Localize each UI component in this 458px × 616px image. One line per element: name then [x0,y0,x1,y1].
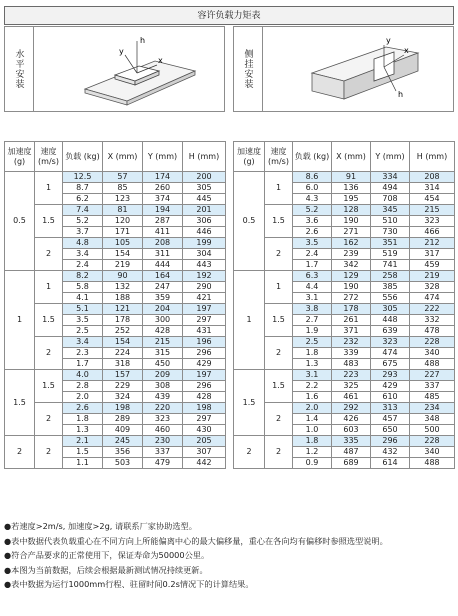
table-row [234,304,455,315]
cell-h: 332 [410,315,455,326]
cell-x: 178 [332,304,371,315]
cell-h: 198 [183,403,226,414]
axis-x-label-side: x [404,46,409,55]
cell-x: 252 [103,326,143,337]
table-row [234,370,455,381]
cell-load: 1.7 [293,260,332,271]
axis-y-label-side: y [386,36,391,45]
cell-y: 650 [371,425,410,436]
cell-load: 7.4 [63,205,103,216]
cell-load: 1.5 [63,447,103,458]
cell-x: 171 [103,227,143,238]
cell-load: 5.8 [63,282,103,293]
cell-load: 2.5 [63,326,103,337]
side-mount-label: 侧挂安装 [234,27,263,111]
axis-h-label-side: h [398,90,404,99]
cell-h: 454 [410,194,455,205]
cell-load: 2.3 [63,348,103,359]
cell-y: 287 [143,216,183,227]
cell-x: 426 [332,414,371,425]
table-row [5,436,226,447]
table-row [234,172,455,183]
table-row [5,271,226,282]
table-row [5,370,226,381]
cell-speed: 2 [265,238,293,271]
cell-x: 289 [103,414,143,425]
cell-x: 342 [332,260,371,271]
cell-y: 385 [371,282,410,293]
cell-load: 2.4 [63,260,103,271]
cell-y: 220 [143,403,183,414]
cell-load: 1.9 [293,326,332,337]
table-title: 容许负载力矩表 [4,6,454,25]
header-x: X (mm) [103,142,143,172]
cell-load: 4.0 [63,370,103,381]
cell-y: 374 [143,194,183,205]
cell-load: 2.1 [63,436,103,447]
cell-x: 90 [103,271,143,282]
cell-speed: 2 [35,403,63,436]
cell-y: 209 [143,370,183,381]
note-item: ●若速度>2m/s, 加速度>2g, 请联系厂家协助选型。 [4,521,197,531]
cell-y: 337 [143,447,183,458]
cell-h: 446 [183,227,226,238]
cell-y: 305 [371,304,410,315]
horizontal-mount-panel [4,26,225,112]
cell-h: 201 [183,205,226,216]
cell-h: 197 [183,304,226,315]
cell-x: 232 [332,337,371,348]
cell-accel: 1.5 [234,370,265,436]
cell-y: 247 [143,282,183,293]
cell-load: 2.4 [293,249,332,260]
cell-h: 421 [183,293,226,304]
table-row [5,205,226,216]
cell-h: 197 [183,370,226,381]
cell-y: 741 [371,260,410,271]
cell-y: 215 [143,337,183,348]
note-item: ●符合产品要求的正常使用下，保证寿命为50000公里。 [4,550,210,560]
cell-y: 411 [143,227,183,238]
cell-x: 272 [332,293,371,304]
cell-x: 271 [332,227,371,238]
cell-y: 204 [143,304,183,315]
cell-x: 190 [332,282,371,293]
cell-x: 503 [103,458,143,469]
cell-load: 1.8 [63,414,103,425]
cell-load: 2.6 [293,227,332,238]
cell-load: 4.8 [63,238,103,249]
cell-y: 323 [143,414,183,425]
cell-speed: 1.5 [265,370,293,403]
cell-h: 219 [410,271,455,282]
cell-load: 4.4 [293,282,332,293]
cell-y: 258 [371,271,410,282]
cell-x: 105 [103,238,143,249]
cell-speed: 1 [35,271,63,304]
axis-x-label: x [158,56,163,65]
cell-speed: 1.5 [265,205,293,238]
header-accel: 加速度 (g) [234,142,265,172]
header-h: H (mm) [410,142,455,172]
cell-h: 215 [410,205,455,216]
cell-h: 228 [410,337,455,348]
cell-speed: 2 [35,238,63,271]
table-row [5,337,226,348]
notes [4,519,456,592]
cell-x: 292 [332,403,371,414]
cell-speed: 2 [265,436,293,469]
cell-load: 6.0 [293,183,332,194]
cell-x: 132 [103,282,143,293]
cell-y: 429 [371,381,410,392]
cell-load: 6.3 [293,271,332,282]
cell-speed: 1.5 [265,304,293,337]
cell-load: 2.2 [293,381,332,392]
cell-h: 200 [183,172,226,183]
note-item: ●本图为当前数据，后续会根据最新测试情况持续更新。 [4,564,208,575]
header-speed: 速度 (m/s) [265,142,293,172]
cell-h: 306 [183,216,226,227]
cell-h: 304 [183,249,226,260]
cell-y: 448 [371,315,410,326]
cell-x: 129 [332,271,371,282]
table-row [234,337,455,348]
cell-y: 351 [371,238,410,249]
cell-load: 1.1 [63,458,103,469]
cell-accel: 2 [234,436,265,469]
cell-x: 483 [332,359,371,370]
cell-load: 2.7 [293,315,332,326]
cell-h: 305 [183,183,226,194]
cell-x: 85 [103,183,143,194]
cell-accel: 2 [5,436,35,469]
cell-y: 479 [143,458,183,469]
cell-h: 297 [183,315,226,326]
cell-x: 339 [332,348,371,359]
header-x: X (mm) [332,142,371,172]
cell-load: 6.2 [63,194,103,205]
side-mount-diagram [264,27,454,111]
cell-y: 323 [371,337,410,348]
cell-y: 260 [143,183,183,194]
cell-y: 345 [371,205,410,216]
cell-x: 461 [332,392,371,403]
cell-h: 205 [183,436,226,447]
cell-load: 3.7 [63,227,103,238]
cell-x: 229 [103,381,143,392]
cell-h: 199 [183,238,226,249]
cell-load: 2.5 [293,337,332,348]
cell-load: 1.2 [293,447,332,458]
cell-y: 359 [143,293,183,304]
cell-load: 1.3 [63,425,103,436]
cell-load: 3.4 [63,249,103,260]
header-row [234,142,455,172]
cell-y: 639 [371,326,410,337]
cell-speed: 1.5 [35,370,63,403]
cell-x: 335 [332,436,371,447]
cell-x: 245 [103,436,143,447]
cell-load: 3.1 [293,370,332,381]
cell-x: 324 [103,392,143,403]
header-h: H (mm) [183,142,226,172]
cell-h: 208 [410,172,455,183]
cell-load: 2.6 [63,403,103,414]
cell-y: 444 [143,260,183,271]
side-mount-panel [233,26,454,112]
cell-h: 428 [183,392,226,403]
cell-x: 188 [103,293,143,304]
cell-y: 675 [371,359,410,370]
table-row [234,271,455,282]
cell-h: 500 [410,425,455,436]
cell-y: 334 [371,172,410,183]
cell-h: 323 [410,216,455,227]
cell-y: 450 [143,359,183,370]
cell-load: 3.8 [293,304,332,315]
cell-y: 439 [143,392,183,403]
cell-h: 296 [183,348,226,359]
cell-load: 0.9 [293,458,332,469]
cell-load: 1.6 [293,392,332,403]
cell-y: 708 [371,194,410,205]
cell-accel: 0.5 [5,172,35,271]
cell-x: 162 [332,238,371,249]
header-y: Y (mm) [143,142,183,172]
cell-x: 57 [103,172,143,183]
cell-h: 429 [183,359,226,370]
cell-load: 1.8 [293,436,332,447]
cell-x: 318 [103,359,143,370]
cell-y: 164 [143,271,183,282]
horizontal-mount-diagram [35,27,225,111]
cell-h: 328 [410,282,455,293]
cell-speed: 1 [265,271,293,304]
table-row [5,403,226,414]
cell-load: 8.6 [293,172,332,183]
cell-x: 603 [332,425,371,436]
cell-speed: 1.5 [35,205,63,238]
table-row [234,205,455,216]
table-row [5,238,226,249]
cell-load: 4.3 [293,194,332,205]
cell-h: 296 [183,381,226,392]
cell-x: 128 [332,205,371,216]
cell-h: 478 [410,326,455,337]
cell-x: 154 [103,249,143,260]
cell-x: 120 [103,216,143,227]
cell-h: 192 [183,271,226,282]
cell-h: 228 [410,436,455,447]
header-accel: 加速度 (g) [5,142,35,172]
cell-h: 431 [183,326,226,337]
cell-h: 290 [183,282,226,293]
cell-h: 474 [410,293,455,304]
cell-accel: 1.5 [5,370,35,436]
table-row [234,403,455,414]
cell-y: 510 [371,216,410,227]
cell-speed: 1.5 [35,304,63,337]
cell-load: 3.6 [293,216,332,227]
header-load: 负载 (kg) [63,142,103,172]
cell-accel: 0.5 [234,172,265,271]
cell-y: 614 [371,458,410,469]
cell-load: 3.1 [293,293,332,304]
cell-x: 239 [332,249,371,260]
cell-h: 443 [183,260,226,271]
cell-y: 174 [143,172,183,183]
cell-x: 81 [103,205,143,216]
cell-h: 442 [183,458,226,469]
cell-load: 2.0 [293,403,332,414]
cell-h: 340 [410,447,455,458]
cell-load: 1.0 [293,425,332,436]
cell-y: 519 [371,249,410,260]
cell-speed: 1 [35,172,63,205]
table-row [5,172,226,183]
axis-y-label: y [119,47,124,56]
cell-h: 430 [183,425,226,436]
cell-x: 223 [332,370,371,381]
cell-h: 314 [410,183,455,194]
cell-load: 3.5 [293,238,332,249]
cell-accel: 1 [234,271,265,370]
cell-x: 91 [332,172,371,183]
cell-h: 297 [183,414,226,425]
cell-speed: 1 [265,172,293,205]
horizontal-load-table [4,141,226,469]
header-row [5,142,226,172]
cell-h: 466 [410,227,455,238]
cell-load: 3.4 [63,337,103,348]
cell-y: 556 [371,293,410,304]
cell-x: 123 [103,194,143,205]
axis-h-label: h [140,36,146,45]
cell-load: 1.3 [293,359,332,370]
cell-y: 208 [143,238,183,249]
cell-y: 293 [371,370,410,381]
cell-load: 2.0 [63,392,103,403]
cell-x: 371 [332,326,371,337]
cell-y: 610 [371,392,410,403]
cell-y: 300 [143,315,183,326]
cell-y: 313 [371,403,410,414]
cell-x: 178 [103,315,143,326]
cell-y: 432 [371,447,410,458]
cell-h: 459 [410,260,455,271]
cell-x: 198 [103,403,143,414]
cell-x: 219 [103,260,143,271]
header-y: Y (mm) [371,142,410,172]
cell-h: 348 [410,414,455,425]
note-item: ●表中数据代表负载重心在不同方向上所能偏离中心的最大偏移量，重心在各向均有偏移时参照选型说明。 [4,535,388,546]
cell-load: 5.2 [293,205,332,216]
cell-x: 224 [103,348,143,359]
cell-accel: 1 [5,271,35,370]
cell-y: 457 [371,414,410,425]
cell-x: 195 [332,194,371,205]
cell-h: 485 [410,392,455,403]
cell-h: 227 [410,370,455,381]
cell-load: 1.7 [63,359,103,370]
cell-x: 356 [103,447,143,458]
cell-x: 409 [103,425,143,436]
cell-load: 1.4 [293,414,332,425]
cell-x: 261 [332,315,371,326]
cell-y: 311 [143,249,183,260]
cell-h: 196 [183,337,226,348]
table-row [234,238,455,249]
table-row [234,436,455,447]
cell-y: 730 [371,227,410,238]
cell-load: 5.1 [63,304,103,315]
cell-load: 2.8 [63,381,103,392]
cell-h: 234 [410,403,455,414]
cell-x: 689 [332,458,371,469]
cell-x: 190 [332,216,371,227]
cell-h: 337 [410,381,455,392]
cell-load: 5.2 [63,216,103,227]
cell-y: 460 [143,425,183,436]
cell-load: 4.1 [63,293,103,304]
header-load: 负载 (kg) [293,142,332,172]
cell-h: 488 [410,458,455,469]
cell-y: 296 [371,436,410,447]
cell-y: 230 [143,436,183,447]
cell-x: 121 [103,304,143,315]
cell-h: 340 [410,348,455,359]
cell-x: 136 [332,183,371,194]
cell-y: 315 [143,348,183,359]
cell-speed: 2 [265,403,293,436]
cell-speed: 2 [35,436,63,469]
cell-speed: 2 [35,337,63,370]
horizontal-mount-label: 水平安装 [5,27,34,111]
cell-load: 8.7 [63,183,103,194]
cell-load: 8.2 [63,271,103,282]
cell-y: 194 [143,205,183,216]
cell-speed: 2 [265,337,293,370]
cell-x: 157 [103,370,143,381]
cell-y: 474 [371,348,410,359]
cell-h: 212 [410,238,455,249]
cell-y: 428 [143,326,183,337]
cell-h: 222 [410,304,455,315]
cell-x: 487 [332,447,371,458]
cell-y: 308 [143,381,183,392]
cell-h: 488 [410,359,455,370]
cell-load: 1.8 [293,348,332,359]
cell-x: 325 [332,381,371,392]
cell-h: 307 [183,447,226,458]
side-load-table [233,141,455,469]
cell-x: 154 [103,337,143,348]
header-speed: 速度 (m/s) [35,142,63,172]
note-item: ●表中数据为运行1000mm行程、驻留时间0.2s情况下的计算结果。 [4,579,254,589]
cell-load: 3.5 [63,315,103,326]
table-row [5,304,226,315]
cell-h: 317 [410,249,455,260]
cell-h: 445 [183,194,226,205]
cell-y: 494 [371,183,410,194]
cell-load: 12.5 [63,172,103,183]
